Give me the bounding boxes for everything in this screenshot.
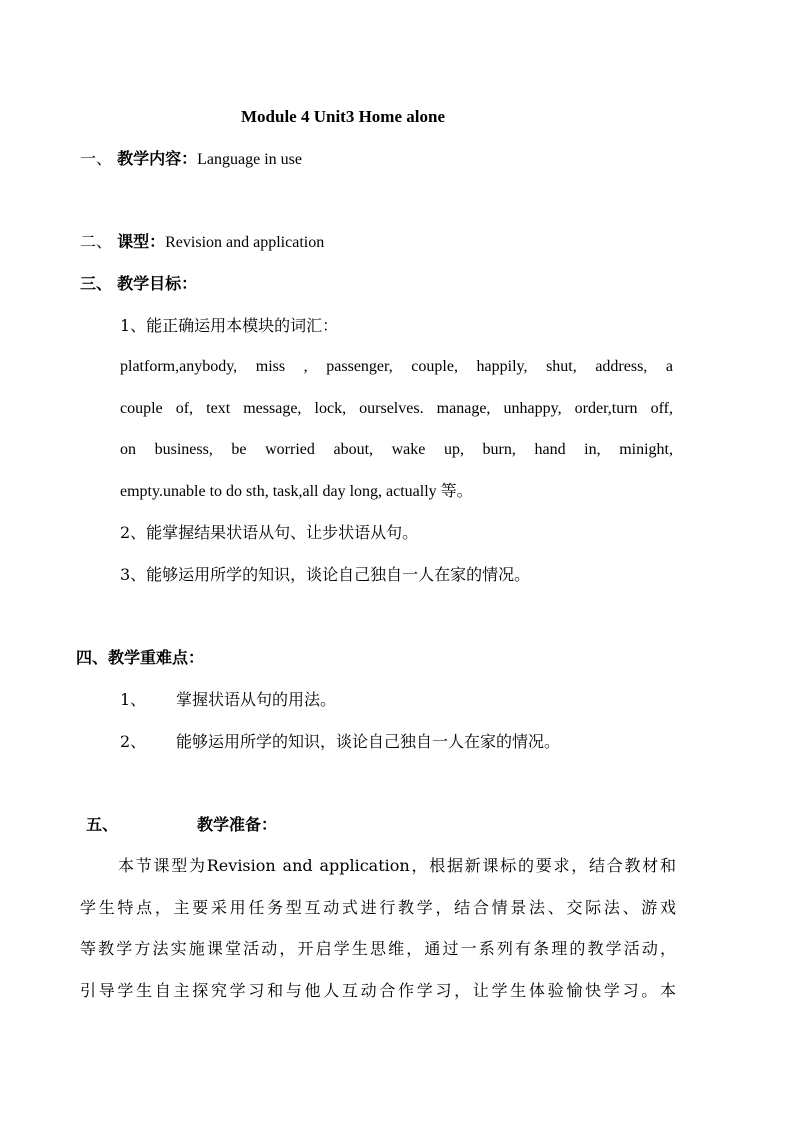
key-point-number: 1、: [120, 690, 147, 709]
paragraph-line: 学生特点，主要采用任务型互动式进行教学，结合情景法、交际法、游戏: [80, 898, 676, 917]
section-1-number: 一、: [80, 149, 113, 168]
section-2-number: 二、: [80, 232, 113, 251]
section-2-value: Revision and application: [165, 234, 325, 251]
section-5-heading: [86, 815, 277, 835]
vocab-line: empty.unable to do sth, task,all day long, actually 等。: [120, 483, 473, 500]
goal-2: 2、能掌握结果状语从句、让步状语从句。: [120, 523, 419, 542]
vocab-line: on business, be worried about, wake up, burn, hand in, minight,: [120, 441, 673, 458]
section-5-number: 五、: [86, 815, 119, 834]
section-3-number: 三、: [80, 274, 113, 293]
key-point-item: [120, 690, 336, 710]
section-1-value: Language in use: [197, 151, 302, 168]
vocab-line: couple of, text message, lock, ourselves. manage, unhappy, order,turn off,: [120, 400, 673, 417]
vocab-line: platform,anybody, miss , passenger, couple, happily, shut, address, a: [120, 358, 673, 375]
document-title: Module 4 Unit3 Home alone: [241, 107, 445, 126]
key-point-text: 能够运用所学的知识，谈论自己独自一人在家的情况。: [176, 732, 561, 751]
section-3-label: 教学目标：: [117, 274, 198, 293]
goal-1: 1、能正确运用本模块的词汇：: [120, 316, 339, 335]
section-5-label: 教学准备：: [197, 815, 278, 834]
key-point-text: 掌握状语从句的用法。: [176, 690, 337, 709]
section-1: [80, 149, 302, 170]
goal-3: 3、能够运用所学的知识，谈论自己独自一人在家的情况。: [120, 565, 531, 584]
section-1-label: 教学内容：: [117, 149, 198, 168]
section-2-label: 课型：: [117, 232, 166, 251]
paragraph-line: 等教学方法实施课堂活动，开启学生思维，通过一系列有条理的教学活动，: [80, 939, 676, 958]
paragraph-line: 本节课型为Revision and application，根据新课标的要求，结合教材和: [118, 856, 676, 875]
paragraph-line: 引导学生自主探究学习和与他人互动合作学习，让学生体验愉快学习。本: [80, 981, 676, 1000]
key-point-number: 2、: [120, 732, 147, 751]
section-4-heading: 四、教学重难点：: [76, 648, 205, 667]
section-3-heading: [80, 274, 197, 294]
section-2: [80, 232, 324, 253]
key-point-item: [120, 732, 560, 752]
